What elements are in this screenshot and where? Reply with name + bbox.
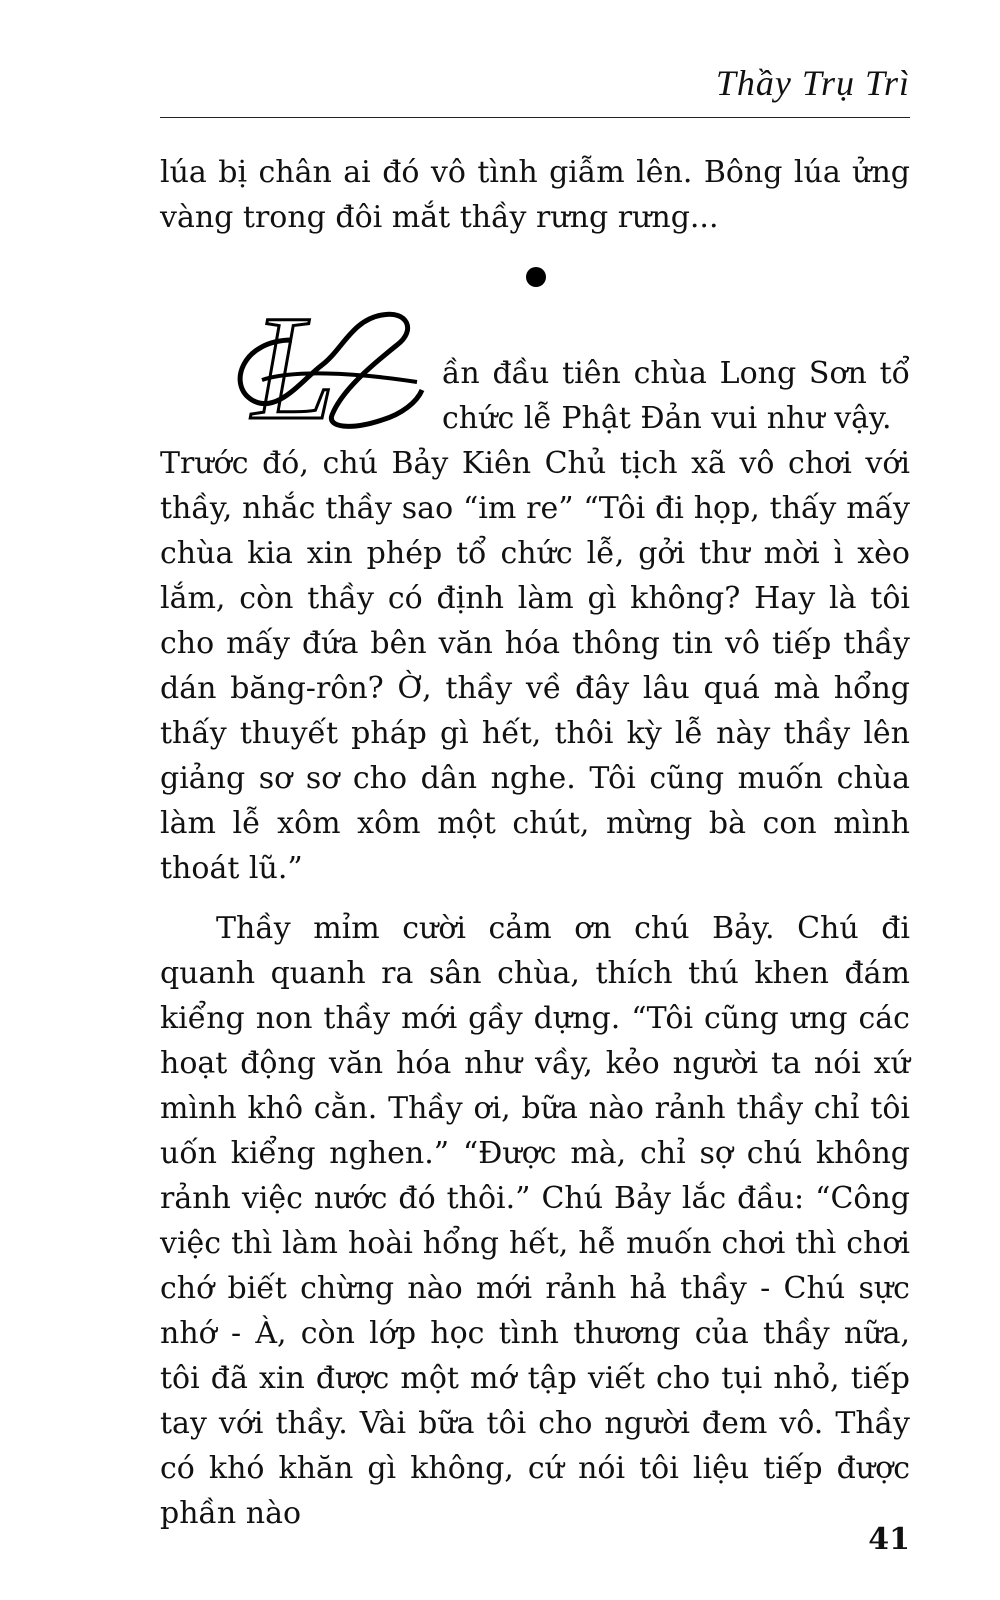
paragraph-body: Trước đó, chú Bảy Kiên Chủ tịch xã vô chơi với thầy, nhắc thầy sao “im re” “Tôi đi họp, thấy mấy chùa kia xin phép tổ chức lễ, gởi thư mời ì xèo lắm, còn thầy có định làm gì không? Hay là tôi cho mấy đứa bên văn hóa thông tin vô tiếp thầy dán băng-rôn? Ờ, thầy về đây lâu quá mà hổng thấy thuyết pháp gì hết, thôi kỳ lễ này thầy lên giảng sơ sơ cho dân nghe. Tôi cũng muốn chùa làm lễ xôm xôm một chút, mừng bà con mình thoát lũ.” bbox=[160, 446, 910, 886]
dropcap-letter: L bbox=[252, 310, 336, 435]
section-separator-dot bbox=[526, 267, 546, 287]
paragraph-dropcap bbox=[160, 351, 910, 891]
header-rule bbox=[160, 117, 910, 118]
page-number: 41 bbox=[868, 1522, 910, 1557]
paragraph-continuation: lúa bị chân ai đó vô tình giẫm lên. Bông lúa ửng vàng trong đôi mắt thầy rưng rưng... bbox=[160, 155, 910, 235]
paragraph-lead: ần đầu tiên chùa Long Sơn tổ chức lễ Phật Đản vui như vậy. bbox=[442, 356, 910, 436]
running-header-title: Thầy Trụ Trì bbox=[715, 63, 910, 103]
paragraph: Thầy mỉm cười cảm ơn chú Bảy. Chú đi quanh quanh ra sân chùa, thích thú khen đám kiểng non thầy mới gầy dựng. “Tôi cũng ưng các hoạt động văn hóa như vầy, kẻo người ta nói xứ mình khô cằn. Thầy ơi, bữa nào rảnh thầy chỉ tôi uốn kiểng nghen.” “Được mà, chỉ sợ chú không rảnh việc nước đó thôi.” Chú Bảy lắc đầu: “Công việc thì làm hoài hổng hết, hễ muốn chơi thì chơi chớ biết chừng nào mới rảnh hả thầy - Chú sực nhớ - À, còn lớp học tình thương của thầy nữa, tôi đã xin được một mớ tập viết cho tụi nhỏ, tiếp tay với thầy. Vài bữa tôi cho người đem vô. Thầy có khó khăn gì không, cứ nói tôi liệu tiếp được phần nào bbox=[160, 911, 910, 1531]
